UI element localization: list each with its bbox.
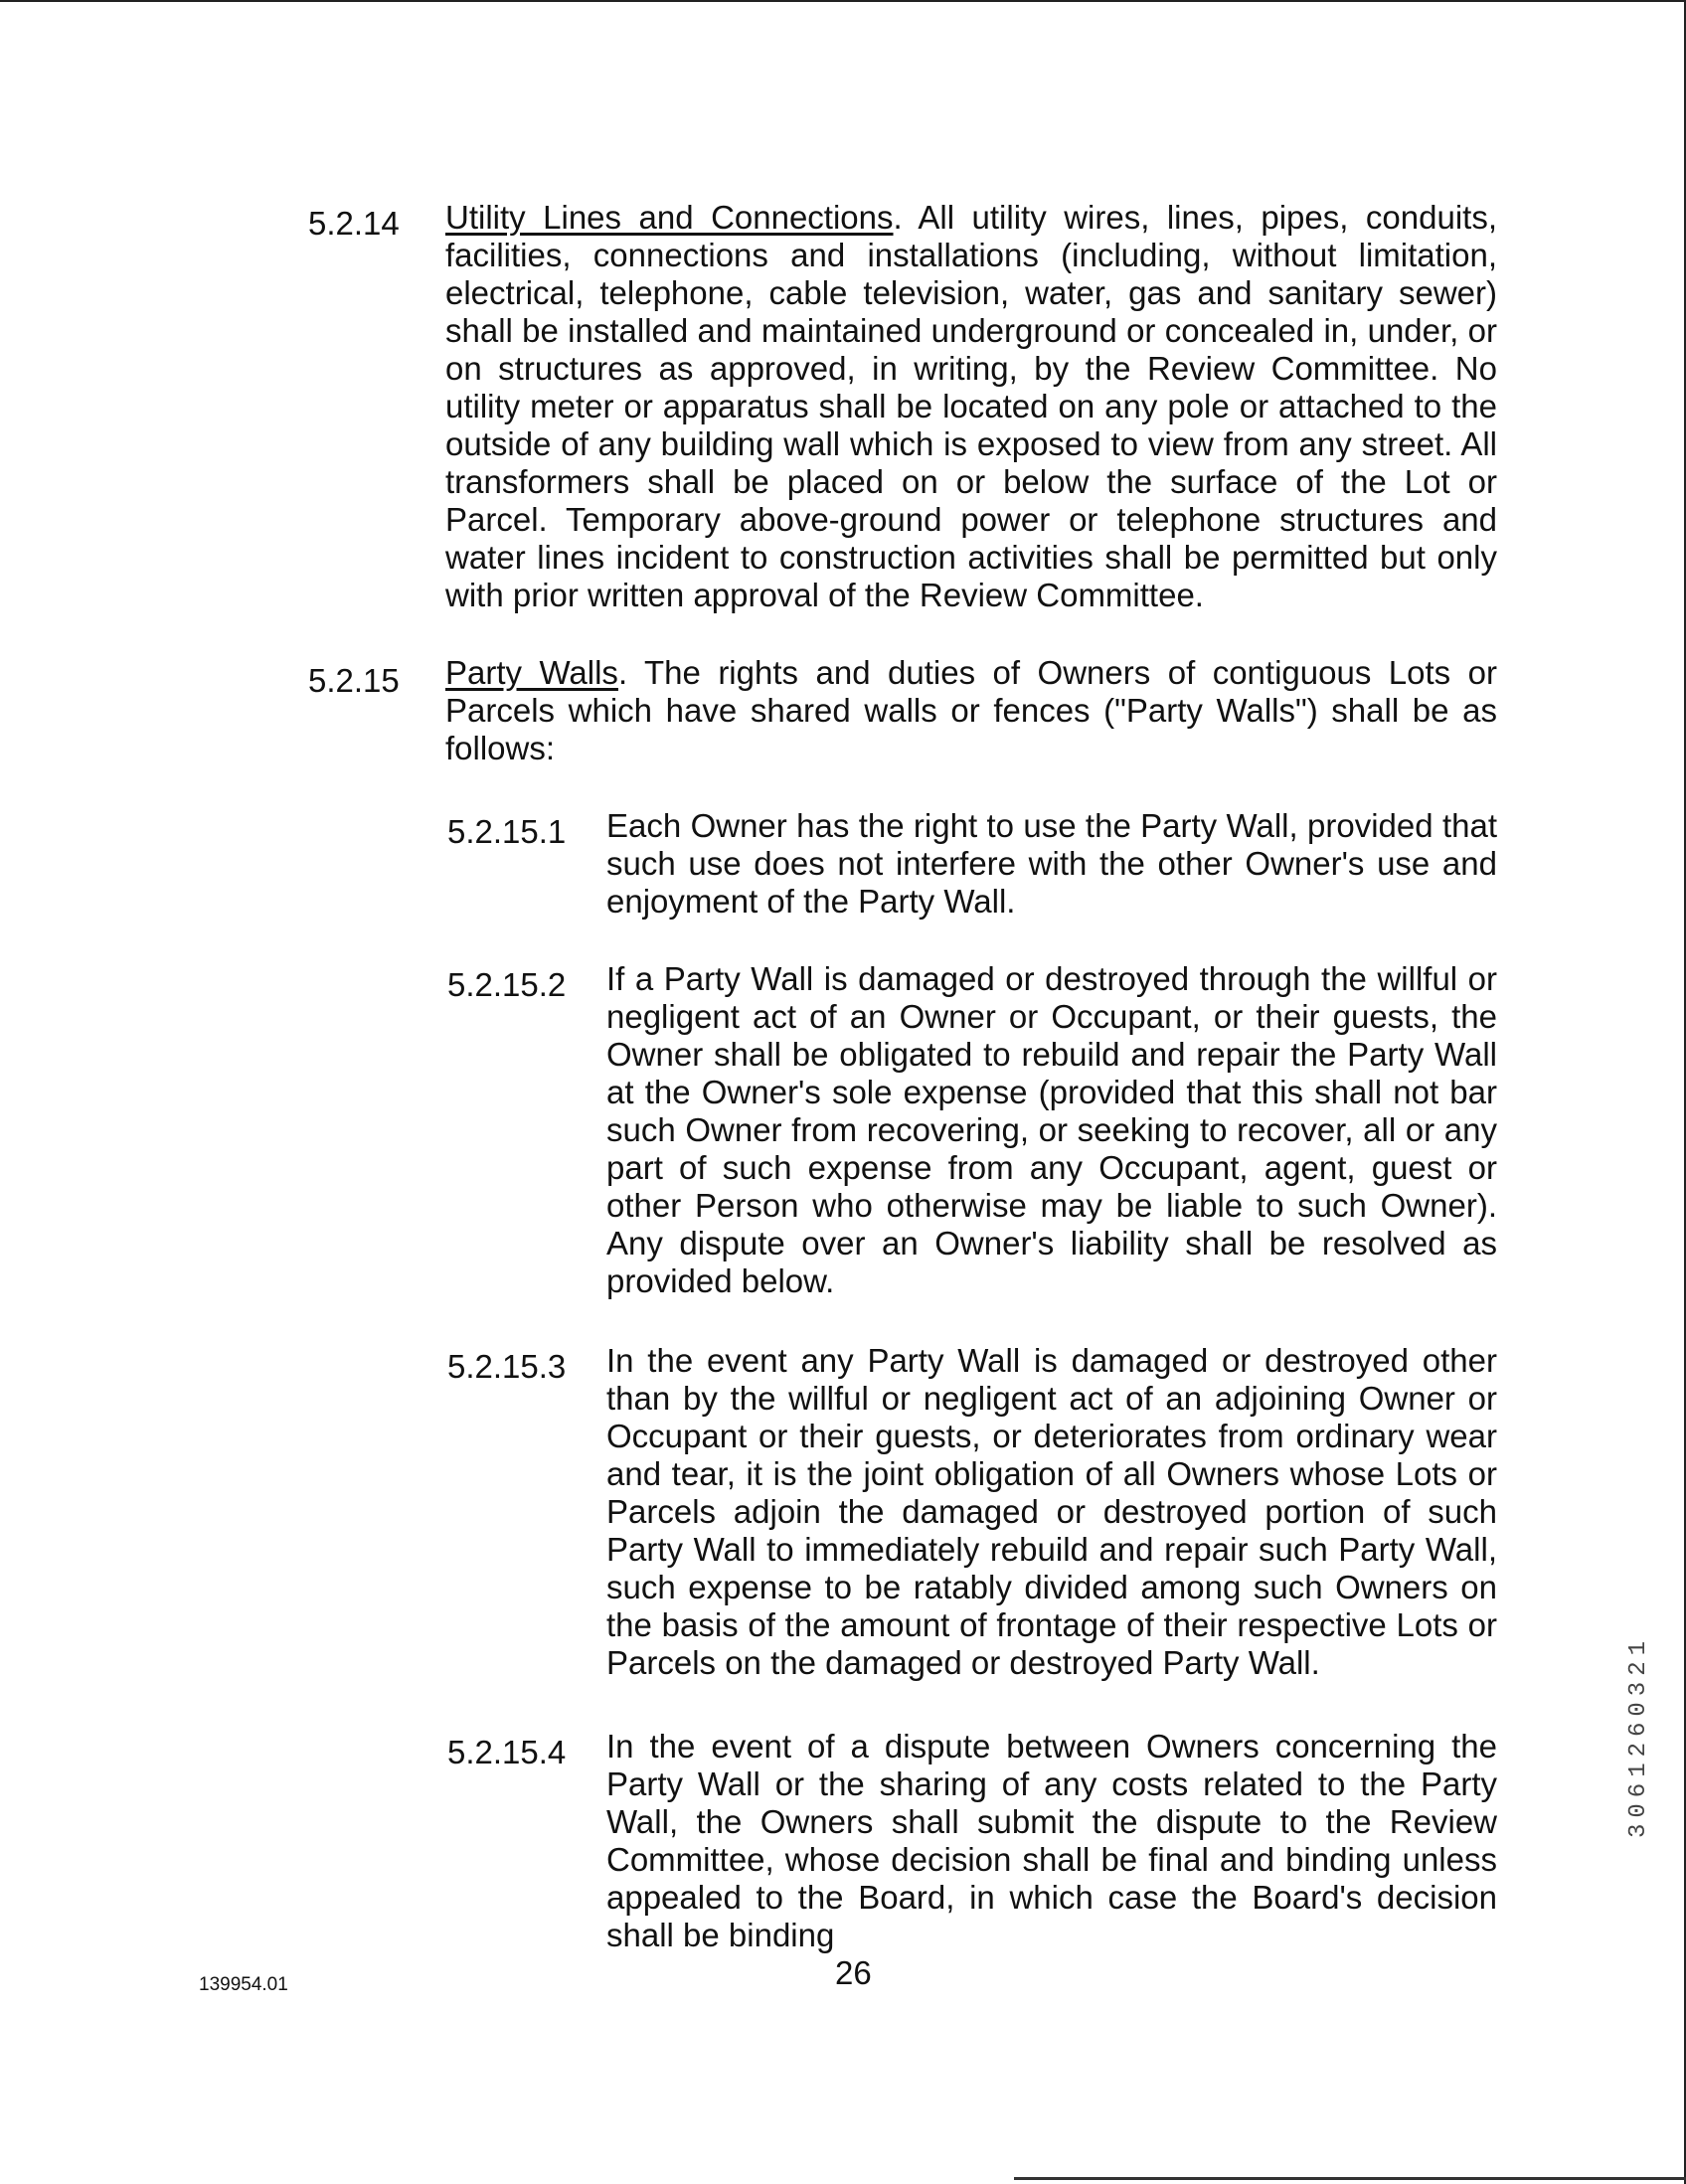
page-border-bottom bbox=[1014, 2177, 1686, 2180]
subsection-number: 5.2.15.3 bbox=[447, 1348, 567, 1385]
page-border-top bbox=[0, 0, 1686, 2]
page-number: 26 bbox=[835, 1954, 872, 1991]
section-number: 5.2.14 bbox=[308, 205, 400, 242]
subsection-text: If a Party Wall is damaged or destroyed through the willful or negligent act of an Owner or Occupant, or their guests, the Owner shall be obligated to rebuild and repair the Party Wall at the Owner's sole expense (provided that this shall not bar such Owner from recovering, or seeking to recover, all or any part of such expense from any Occupant, agent, guest or other Person who otherwise may be liable to such Owner). Any dispute over an Owner's liability shall be resolved as provided below. bbox=[606, 960, 1497, 1299]
section-body: . The rights and duties of Owners of contiguous Lots or Parcels which have shared walls or fences ("Party Walls") shall be as follows: bbox=[445, 654, 1497, 766]
section-paragraph bbox=[445, 654, 1497, 767]
section-number: 5.2.15 bbox=[308, 662, 400, 699]
recording-stamp-text: 3061260321 bbox=[1625, 1634, 1652, 1839]
section-heading: Party Walls bbox=[445, 654, 618, 691]
subsection-number: 5.2.15.4 bbox=[447, 1734, 567, 1770]
subsection-text: In the event any Party Wall is damaged or destroyed other than by the willful or negligent act of an adjoining Owner or Occupant or their guests, or deteriorates from ordinary wear and tear, it is the joint obligation of all Owners whose Lots or Parcels adjoin the damaged or destroyed portion of such Party Wall to immediately rebuild and repair such Party Wall, such expense to be ratably divided among such Owners on the basis of the amount of frontage of their respective Lots or Parcels on the damaged or destroyed Party Wall. bbox=[606, 1342, 1497, 1681]
section-heading: Utility Lines and Connections bbox=[445, 199, 894, 236]
subsection-text: Each Owner has the right to use the Party Wall, provided that such use does not interfere with the other Owner's use and enjoyment of the Party Wall. bbox=[606, 807, 1497, 920]
section-body: . All utility wires, lines, pipes, conduits, facilities, connections and installations (including, without limitation, electrical, telephone, cable television, water, gas and sanitary sewer) shall be installed and maintained underground or concealed in, under, or on structures as approved, in writing, by the Review Committee. No utility meter or apparatus shall be located on any pole or attached to the outside of any building wall which is exposed to view from any street. All transformers shall be placed on or below the surface of the Lot or Parcel. Temporary above-ground power or telephone structures and water lines incident to construction activities shall be permitted but only with prior written approval of the Review Committee. bbox=[445, 199, 1497, 613]
document-id: 139954.01 bbox=[199, 1974, 288, 1995]
subsection-number: 5.2.15.2 bbox=[447, 966, 567, 1003]
recording-stamp bbox=[1624, 1566, 1654, 1909]
subsection-number: 5.2.15.1 bbox=[447, 813, 567, 850]
subsection-text: In the event of a dispute between Owners concerning the Party Wall or the sharing of any costs related to the Party Wall, the Owners shall submit the dispute to the Review Committee, whose decision shall be final and binding unless appealed to the Board, in which case the Board's decision shall be binding bbox=[606, 1728, 1497, 1953]
section-paragraph bbox=[445, 199, 1497, 614]
